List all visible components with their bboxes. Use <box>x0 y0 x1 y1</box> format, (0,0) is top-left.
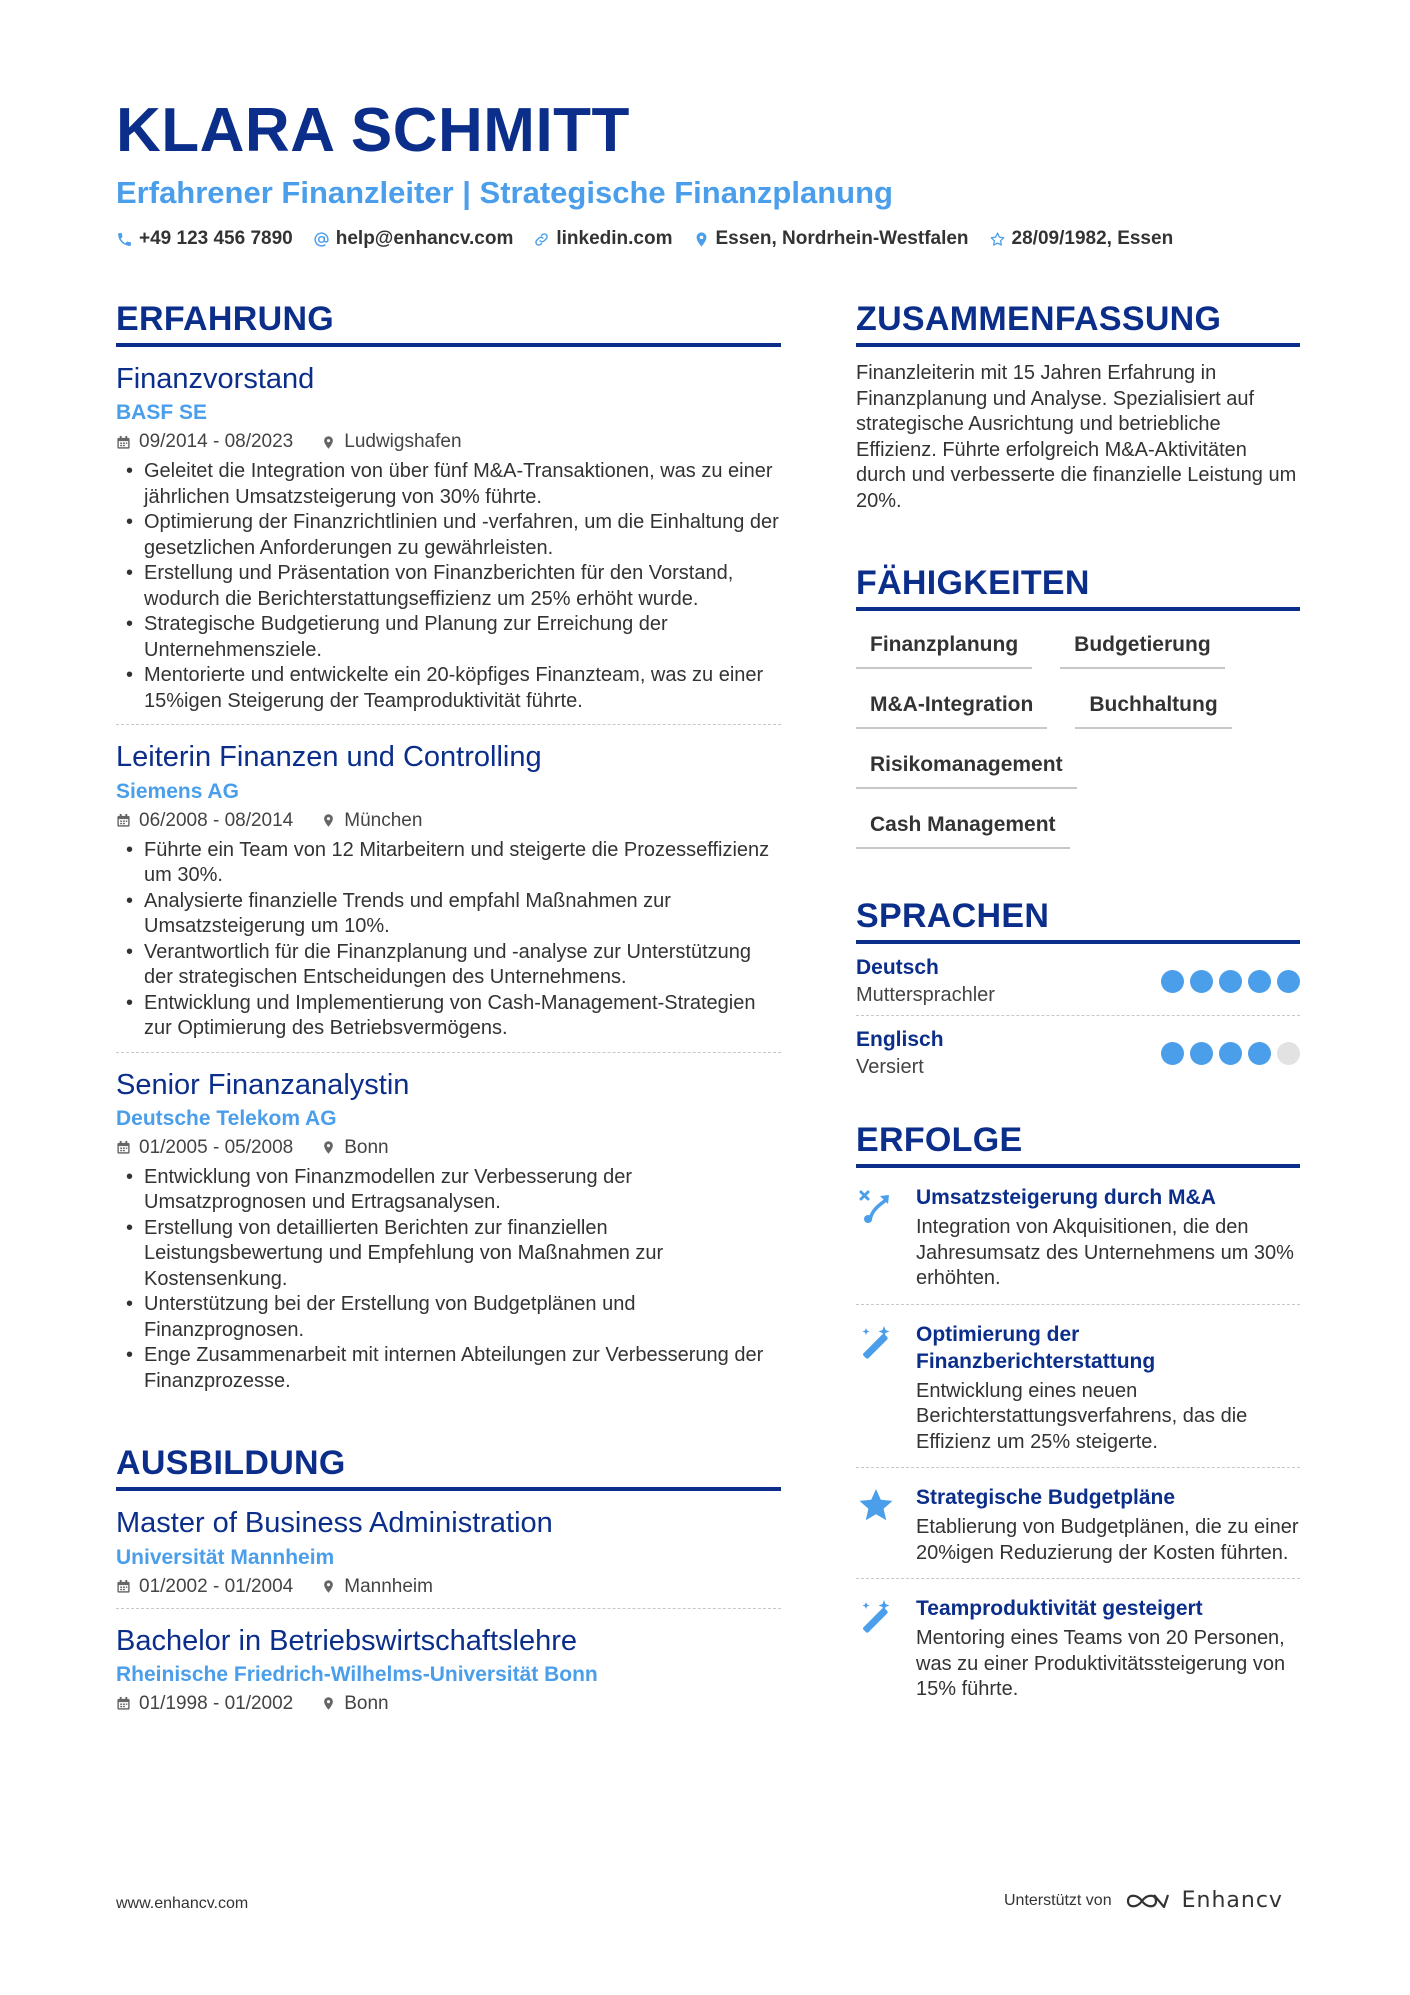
education-entry <box>116 1609 781 1725</box>
language-level: Versiert <box>856 1056 924 1078</box>
education-location-text: Mannheim <box>344 1575 433 1597</box>
contact-phone[interactable] <box>116 228 293 250</box>
education-section-title: AUSBILDUNG <box>116 1444 781 1491</box>
education-list <box>116 1491 781 1725</box>
achievement-title: Teamproduktivität gesteigert <box>916 1597 1203 1620</box>
star-icon <box>856 1486 896 1526</box>
school-name: Rheinische Friedrich-Wilhelms-Universität Bonn <box>116 1662 598 1686</box>
job-dates-text: 06/2008 - 08/2014 <box>139 809 294 831</box>
job-bullet: • Analysierte finanzielle Trends und empfahl Maßnahmen zur Umsatzsteigerung um 10%. <box>116 889 781 940</box>
education-location-text: Bonn <box>344 1692 389 1714</box>
strategy-icon <box>856 1186 896 1226</box>
job-bullet: • Optimierung der Finanzrichtlinien und -verfahren, um die Einhaltung der gesetzlichen Anforderungen zu gewährleisten. <box>116 510 781 561</box>
achievement-desc: Etablierung von Budgetplänen, die zu einer 20%igen Reduzierung der Kosten führten. <box>916 1516 1299 1564</box>
brand-name: Enhancv <box>1181 1888 1283 1913</box>
education-meta <box>116 1693 781 1715</box>
right-column <box>856 300 1300 1715</box>
achievement-item <box>856 1579 1300 1715</box>
job-location-text: Ludwigshafen <box>344 431 462 453</box>
job-company: BASF SE <box>116 401 208 425</box>
at-icon <box>313 231 330 248</box>
contact-location-text: Essen, Nordrhein-Westfalen <box>715 228 969 249</box>
summary-section-title: ZUSAMMENFASSUNG <box>856 300 1300 347</box>
achievement-title: Strategische Budgetpläne <box>916 1486 1176 1509</box>
rating-dot-filled <box>1161 970 1184 993</box>
achievements-section-title: ERFOLGE <box>856 1121 1300 1168</box>
language-name: Englisch <box>856 1028 944 1051</box>
rating-dot-filled <box>1161 1042 1184 1065</box>
contact-linkedin[interactable] <box>533 228 672 250</box>
achievement-title: Umsatzsteigerung durch M&A <box>916 1186 1216 1209</box>
enhancv-logo-icon <box>1124 1889 1170 1913</box>
calendar-icon <box>116 1140 131 1155</box>
skill-tag: Risikomanagement <box>856 749 1077 789</box>
candidate-headline: Erfahrener Finanzleiter | Strategische Finanzplanung <box>116 175 893 210</box>
job-dates <box>116 431 293 453</box>
job-meta <box>116 1137 781 1159</box>
education-location <box>321 1576 433 1598</box>
location-pin-icon <box>321 1140 336 1155</box>
magic-wand-icon <box>856 1323 896 1363</box>
language-level: Muttersprachler <box>856 984 995 1006</box>
job-bullet: • Entwicklung und Implementierung von Cash-Management-Strategien zur Optimierung des Betriebsvermögens. <box>116 991 781 1042</box>
achievement-item <box>856 1468 1300 1579</box>
language-name: Deutsch <box>856 956 939 979</box>
education-dates-text: 01/2002 - 01/2004 <box>139 1575 294 1597</box>
candidate-name: KLARA SCHMITT <box>116 96 630 165</box>
rating-dot-empty <box>1277 1042 1300 1065</box>
contact-birth-text: 28/09/1982, Essen <box>1011 228 1174 249</box>
job-location-text: Bonn <box>344 1136 389 1158</box>
job-bullets <box>116 1165 781 1395</box>
footer-website[interactable]: www.enhancv.com <box>116 1895 249 1912</box>
calendar-icon <box>116 1579 131 1594</box>
education-dates <box>116 1576 293 1598</box>
experience-list <box>116 347 781 1404</box>
job-role: Finanzvorstand <box>116 363 315 395</box>
skill-tag: Cash Management <box>856 809 1070 849</box>
left-column <box>116 300 781 1725</box>
rating-dot-filled <box>1219 970 1242 993</box>
experience-entry <box>116 1053 781 1405</box>
school-name: Universität Mannheim <box>116 1545 335 1569</box>
job-location <box>321 810 422 832</box>
job-dates-text: 09/2014 - 08/2023 <box>139 431 294 453</box>
calendar-icon <box>116 1696 131 1711</box>
star-outline-icon <box>989 231 1006 248</box>
footer-powered-by <box>1004 1888 1283 1913</box>
magic-wand-icon <box>856 1597 896 1637</box>
location-pin-icon <box>321 1696 336 1711</box>
contact-birth <box>989 228 1174 250</box>
job-meta <box>116 810 781 832</box>
phone-icon <box>116 231 133 248</box>
language-rating <box>1161 1042 1300 1065</box>
job-company: Deutsche Telekom AG <box>116 1106 337 1130</box>
job-meta <box>116 431 781 453</box>
job-bullet: • Verantwortlich für die Finanzplanung und -analyse zur Unterstützung der strategischen Entscheidungen des Unternehmens. <box>116 940 781 991</box>
job-location <box>321 1137 388 1159</box>
job-dates <box>116 1137 293 1159</box>
rating-dot-filled <box>1190 970 1213 993</box>
achievement-desc: Mentoring eines Teams von 20 Personen, was zu einer Produktivitätssteigerung von 15% führte. <box>916 1627 1286 1700</box>
job-role: Leiterin Finanzen und Controlling <box>116 741 542 774</box>
experience-section-title: ERFAHRUNG <box>116 300 781 347</box>
skill-tag: M&A-Integration <box>856 689 1047 729</box>
experience-entry <box>116 347 781 725</box>
powered-by-label: Unterstützt von <box>1004 1891 1112 1909</box>
job-bullet: • Führte ein Team von 12 Mitarbeitern und steigerte die Prozesseffizienz um 30%. <box>116 838 781 889</box>
education-entry <box>116 1491 781 1608</box>
skill-tag: Finanzplanung <box>856 629 1032 669</box>
job-bullets <box>116 459 781 714</box>
job-bullet: • Erstellung und Präsentation von Finanzberichten für den Vorstand, wodurch die Berichterstattungseffizienz um 25% erhöht wurde. <box>116 561 781 612</box>
summary-text: Finanzleiterin mit 15 Jahren Erfahrung in Finanzplanung und Analyse. Spezialisiert auf strategische Ausrichtung und betriebliche Effizienz. Führte erfolgreich M&A-Aktivitäten durch und verbesserte die finanzielle Leistung um 20%. <box>856 362 1297 512</box>
achievement-desc: Integration von Akquisitionen, die den Jahresumsatz des Unternehmens um 30% erhöhten. <box>916 1216 1294 1289</box>
job-bullets <box>116 838 781 1042</box>
contact-bar <box>116 228 1173 250</box>
job-bullet: • Unterstützung bei der Erstellung von Budgetplänen und Finanzprognosen. <box>116 1292 781 1343</box>
rating-dot-filled <box>1219 1042 1242 1065</box>
contact-phone-text: +49 123 456 7890 <box>139 228 293 249</box>
calendar-icon <box>116 813 131 828</box>
job-dates-text: 01/2005 - 05/2008 <box>139 1136 294 1158</box>
job-location <box>321 431 461 453</box>
location-pin-icon <box>321 1579 336 1594</box>
job-company: Siemens AG <box>116 779 239 803</box>
location-pin-icon <box>693 231 710 248</box>
achievements-list <box>856 1168 1300 1715</box>
experience-entry <box>116 725 781 1052</box>
skill-tag: Buchhaltung <box>1075 689 1231 729</box>
rating-dot-filled <box>1248 1042 1271 1065</box>
contact-email-text: help@enhancv.com <box>335 228 514 249</box>
job-location-text: München <box>344 809 423 831</box>
location-pin-icon <box>321 813 336 828</box>
job-bullet: • Strategische Budgetierung und Planung zur Erreichung der Unternehmensziele. <box>116 612 781 663</box>
job-bullet: • Enge Zusammenarbeit mit internen Abteilungen zur Verbesserung der Finanzprozesse. <box>116 1343 781 1394</box>
job-dates <box>116 810 293 832</box>
job-bullet: • Erstellung von detaillierten Berichten zur finanziellen Leistungsbewertung und Empfehlung von Maßnahmen zur Kostensenkung. <box>116 1216 781 1293</box>
achievement-item <box>856 1305 1300 1469</box>
link-icon <box>533 231 550 248</box>
degree-title: Master of Business Administration <box>116 1507 553 1540</box>
contact-linkedin-text: linkedin.com <box>556 228 673 249</box>
calendar-icon <box>116 435 131 450</box>
language-item <box>856 944 1300 1016</box>
language-item <box>856 1016 1300 1087</box>
language-rating <box>1161 970 1300 993</box>
education-dates-text: 01/1998 - 01/2002 <box>139 1692 294 1714</box>
location-pin-icon <box>321 435 336 450</box>
job-bullet: • Geleitet die Integration von über fünf M&A-Transaktionen, was zu einer jährlichen Umsatzsteigerung von 30% führte. <box>116 459 781 510</box>
job-bullet: • Entwicklung von Finanzmodellen zur Verbesserung der Umsatzprognosen und Ertragsanalysen. <box>116 1165 781 1216</box>
achievement-item <box>856 1168 1300 1305</box>
achievement-desc: Entwicklung eines neuen Berichterstattungsverfahrens, das die Effizienz um 25% steigerte. <box>916 1379 1248 1453</box>
languages-list <box>856 944 1300 1087</box>
education-meta <box>116 1576 781 1598</box>
education-location <box>321 1693 388 1715</box>
job-role: Senior Finanzanalystin <box>116 1068 410 1101</box>
education-dates <box>116 1693 293 1715</box>
rating-dot-filled <box>1277 970 1300 993</box>
skills-list <box>856 629 1300 849</box>
job-bullet: • Mentorierte und entwickelte ein 20-köpfiges Finanzteam, was zu einer 15%igen Steigerung der Teamproduktivität führte. <box>116 663 781 714</box>
degree-title: Bachelor in Betriebswirtschaftslehre <box>116 1624 577 1657</box>
rating-dot-filled <box>1190 1042 1213 1065</box>
skill-tag: Budgetierung <box>1060 629 1225 669</box>
rating-dot-filled <box>1248 970 1271 993</box>
contact-email[interactable] <box>313 228 514 250</box>
achievement-title: Optimierung der Finanzberichterstattung <box>916 1322 1156 1373</box>
contact-location <box>693 228 969 250</box>
languages-section-title: SPRACHEN <box>856 897 1300 944</box>
skills-section-title: FÄHIGKEITEN <box>856 564 1300 611</box>
